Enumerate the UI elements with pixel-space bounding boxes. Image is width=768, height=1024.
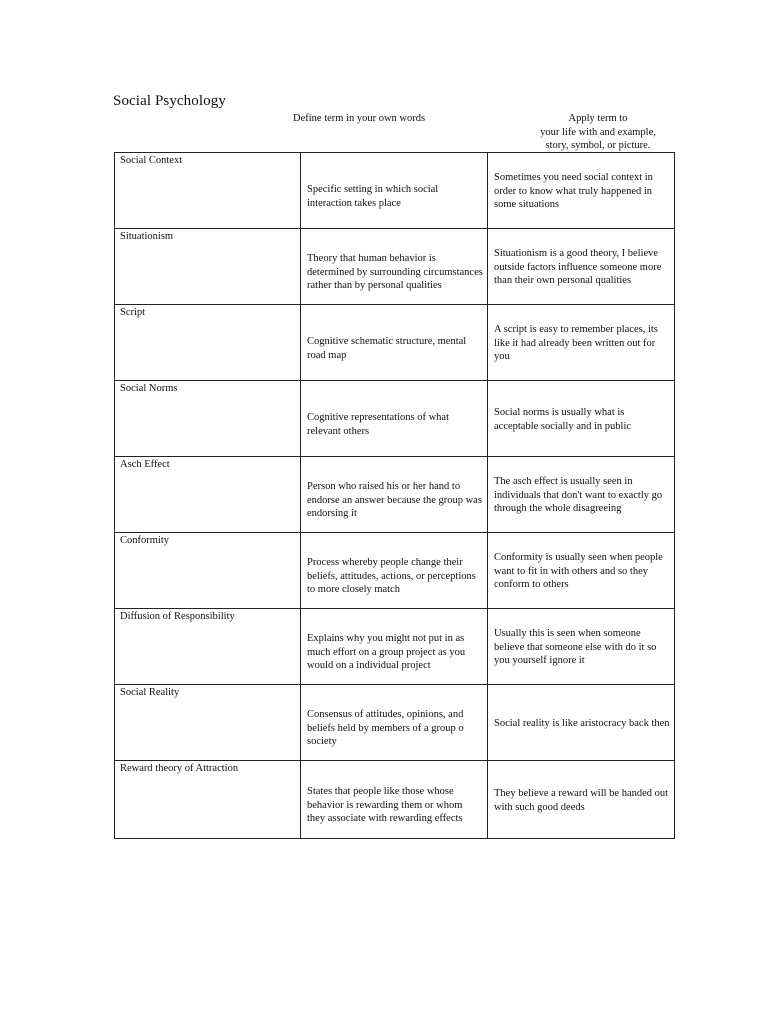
term-cell (115, 229, 301, 305)
application-text: Conformity is usually seen when people want to fit in with others and so they conform to others (494, 551, 663, 591)
definition-cell (301, 761, 488, 839)
definition-cell (301, 381, 488, 457)
column-header-apply-line: story, symbol, or picture. (545, 140, 651, 151)
application-cell (488, 229, 675, 305)
definition-cell (301, 533, 488, 609)
table-row (115, 685, 675, 761)
application-text: They believe a reward will be handed out with such good deeds (494, 787, 669, 813)
table-row (115, 609, 675, 685)
definition-cell (301, 685, 488, 761)
page-title: Social Psychology (113, 93, 226, 109)
term-text: Conformity (120, 535, 169, 546)
term-text: Situationism (120, 231, 174, 242)
application-cell (488, 381, 675, 457)
application-cell (488, 609, 675, 685)
definition-text: Theory that human behavior is determined by surrounding circumstances rather than by personal qualities (307, 252, 483, 292)
term-text: Social Context (120, 155, 183, 166)
application-text: Sometimes you need social context in order to know what truly happened in some situations (494, 171, 653, 211)
application-cell (488, 685, 675, 761)
application-text: A script is easy to remember places, its like it had already been written out for you (494, 323, 658, 363)
term-cell (115, 609, 301, 685)
definition-text: Cognitive representations of what relevant others (307, 411, 450, 437)
application-text: Social reality is like aristocracy back then (494, 717, 670, 729)
term-text: Asch Effect (120, 459, 170, 470)
definition-cell (301, 229, 488, 305)
term-cell (115, 381, 301, 457)
definition-text: Explains why you might not put in as much effort on a group project as you would on a individual project (307, 632, 466, 672)
table-row (115, 761, 675, 839)
term-cell (115, 153, 301, 229)
term-text: Social Norms (120, 383, 178, 394)
term-cell (115, 685, 301, 761)
definition-text: Consensus of attitudes, opinions, and beliefs held by members of a group o society (307, 708, 464, 748)
term-text: Script (120, 307, 146, 318)
term-text: Diffusion of Responsibility (120, 611, 235, 622)
definition-cell (301, 457, 488, 533)
term-cell (115, 305, 301, 381)
definition-cell (301, 609, 488, 685)
term-cell (115, 533, 301, 609)
definition-text: Process whereby people change their beliefs, attitudes, actions, or perceptions to more closely match (307, 556, 476, 596)
term-text: Reward theory of Attraction (120, 763, 239, 774)
definition-text: Specific setting in which social interaction takes place (307, 183, 439, 209)
definition-cell (301, 153, 488, 229)
application-text: The asch effect is usually seen in individuals that don't want to exactly go through the whole disagreeing (494, 475, 663, 515)
application-cell (488, 305, 675, 381)
application-cell (488, 533, 675, 609)
application-text: Situationism is a good theory, I believe outside factors influence someone more than their own personal qualities (494, 247, 662, 287)
term-cell (115, 761, 301, 839)
application-text: Usually this is seen when someone believe that someone else with do it so you yourself ignore it (494, 627, 657, 667)
table-row (115, 229, 675, 305)
application-text: Social norms is usually what is acceptable socially and in public (494, 406, 632, 432)
column-header-apply-line: your life with and example, (540, 126, 656, 138)
definition-text: States that people like those whose behavior is rewarding them or whom they associate with rewarding effects (307, 785, 463, 825)
column-header-apply-line: Apply term to (568, 113, 628, 124)
definition-cell (301, 305, 488, 381)
term-cell (115, 457, 301, 533)
table-row (115, 533, 675, 609)
table-row (115, 381, 675, 457)
definition-text: Cognitive schematic structure, mental road map (307, 335, 467, 361)
application-cell (488, 457, 675, 533)
application-cell (488, 761, 675, 839)
table-row (115, 305, 675, 381)
table-row (115, 457, 675, 533)
terms-table (114, 152, 675, 839)
term-text: Social Reality (120, 687, 180, 698)
column-header-apply (487, 112, 709, 153)
application-cell (488, 153, 675, 229)
table-row (115, 153, 675, 229)
definition-text: Person who raised his or her hand to endorse an answer because the group was endorsing it (307, 480, 482, 520)
column-header-define: Define term in your own words (293, 113, 426, 124)
